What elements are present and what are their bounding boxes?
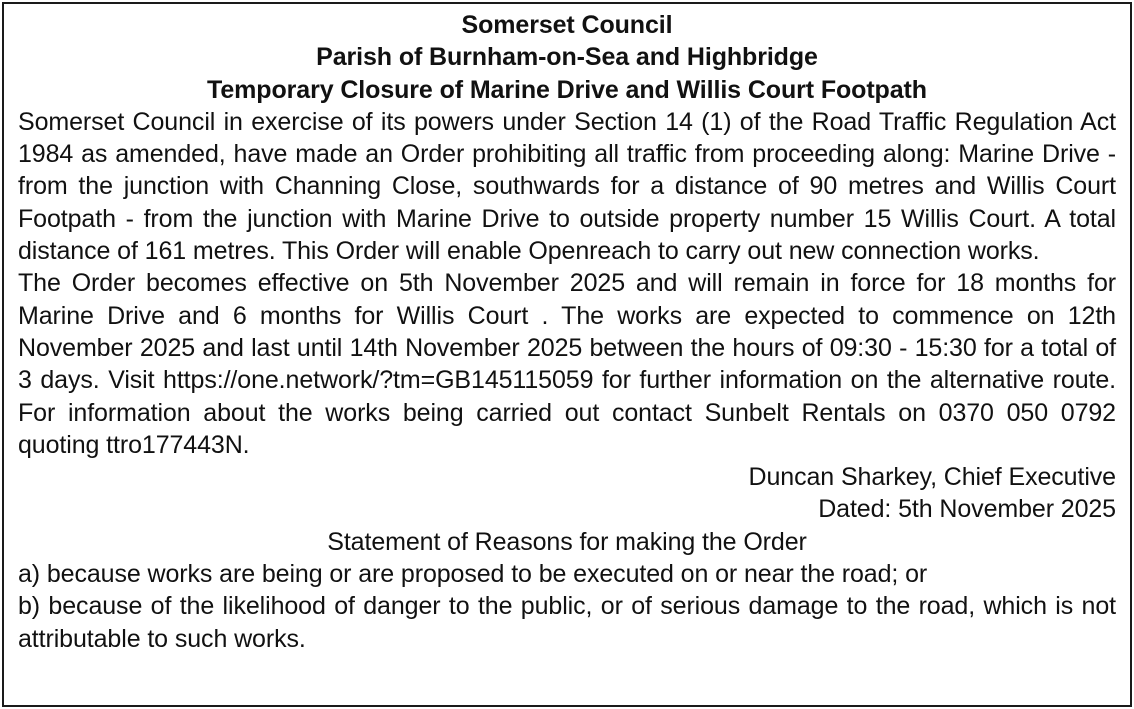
- date-line: Dated: 5th November 2025: [818, 495, 1116, 524]
- parish-name: Parish of Burnham-on-Sea and Highbridge: [316, 43, 818, 72]
- reasons-heading: Statement of Reasons for making the Order: [327, 527, 807, 556]
- effective-paragraph: The Order becomes effective on 5th November 2025 and will remain in force for 18 months for Marine Drive and 6 months for Willis Court . The works are expected to commence on 12th November 2025 and last until 14th November 2025 between the hours of 09:30 - 15:30 for a total of 3 days. Visit https://one.network/?tm=GB145115059 for further information on the alternative route. For information about the works being carried out contact Sunbelt Rentals on 0370 050 0792 quoting ttro177443N.: [18, 269, 1116, 459]
- council-name: Somerset Council: [461, 11, 673, 39]
- reason-b: b) because of the likelihood of danger to the public, or of serious damage to the road, which is not attributable to such works.: [18, 592, 1116, 653]
- signatory: Duncan Sharkey, Chief Executive: [748, 463, 1116, 492]
- reason-a: a) because works are being or are proposed to be executed on or near the road; or: [18, 560, 928, 589]
- notice-content: [4, 4, 1130, 655]
- public-notice: [2, 2, 1132, 707]
- order-paragraph: Somerset Council in exercise of its powers under Section 14 (1) of the Road Traffic Regulation Act 1984 as amended, have made an Order prohibiting all traffic from proceeding along: Marine Drive - from the junction with Channing Close, southwards for a distance of 90 metres and Willis Court Footpath - from the junction with Marine Drive to outside property number 15 Willis Court. A total distance of 161 metres. This Order will enable Openreach to carry out new connection works.: [18, 107, 1116, 266]
- notice-title: Temporary Closure of Marine Drive and Willis Court Footpath: [207, 75, 927, 104]
